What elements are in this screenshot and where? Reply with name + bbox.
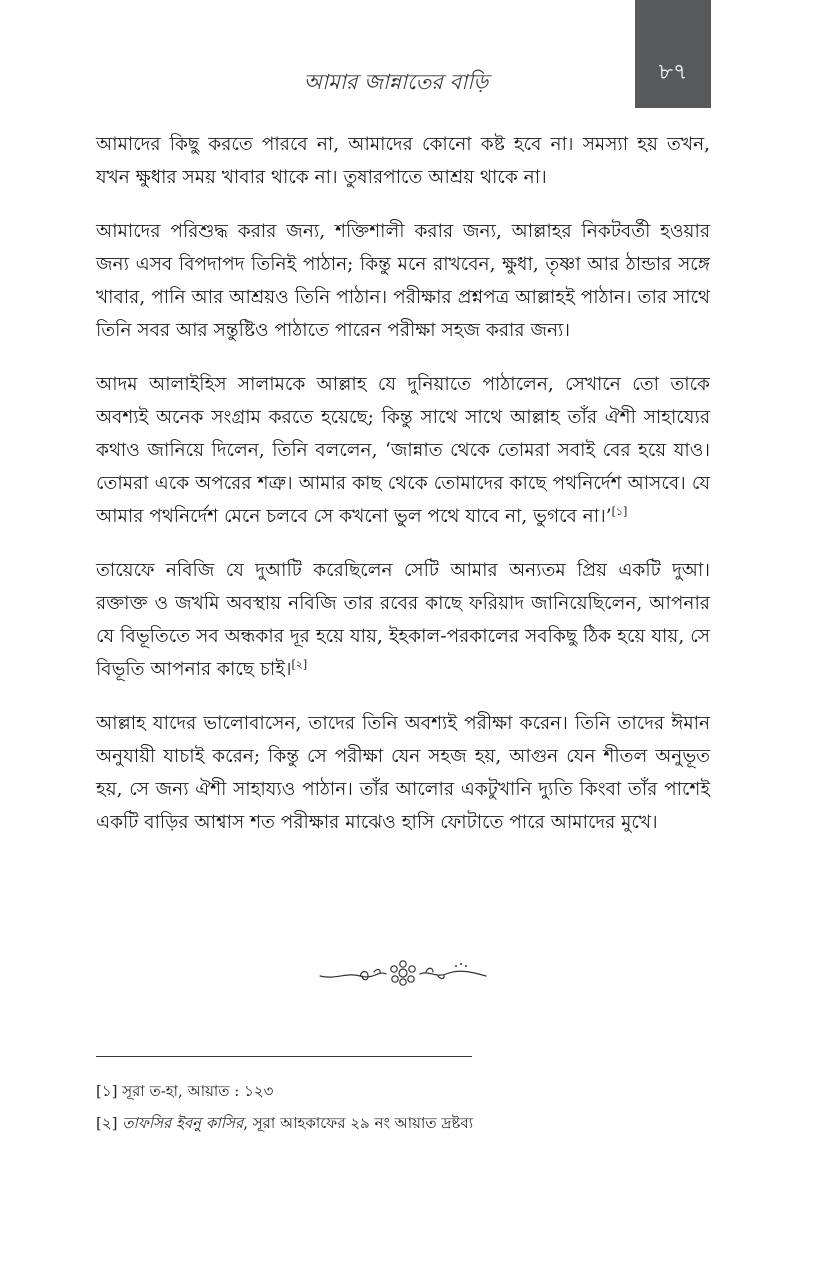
- footnote-italic: তাফসির ইবনু কাসির: [122, 1114, 244, 1132]
- footnote-marker: [১]: [96, 1082, 118, 1100]
- paragraph-text: আমাদের পরিশুদ্ধ করার জন্য, শক্তিশালী করার জন্য, আল্লাহর নিকটবর্তী হওয়ার জন্য এসব বিপদাপদ তিনিই পাঠান; কিন্তু মনে রাখবেন, ক্ষুধা, তৃষ্ণা আর ঠান্ডার সঙ্গে খাবার, পানি আর আশ্রয়ও তিনি পাঠান। পরীক্ষার প্রশ্নপত্র আল্লাহই পাঠান। তার সাথে তিনি সবর আর সন্তুষ্টিও পাঠাতে পারেন পরীক্ষা সহজ করার জন্য।: [96, 221, 710, 341]
- body-text: [96, 128, 710, 860]
- footnote-text: , সূরা আহকাফের ২৯ নং আয়াত দ্রষ্টব্য: [243, 1114, 474, 1132]
- footnote-divider: [96, 1056, 472, 1057]
- paragraph-text: তায়েফে নবিজি যে দুআটি করেছিলেন সেটি আমার অন্যতম প্রিয় একটি দুআ। রক্তাক্ত ও জখমি অবস্থায় নবিজি তার রবের কাছে ফরিয়াদ জানিয়েছিলেন, আপনার যে বিভূতিতে সব অন্ধকার দূর হয়ে যায়, ইহকাল-পরকালের সবকিছু ঠিক হয়ে যায়, সে বিভূতি আপনার কাছে চাই।: [96, 560, 710, 680]
- footnote-reference[interactable]: [১]: [611, 504, 628, 518]
- paragraph-1: [96, 128, 710, 194]
- footnote-2: [96, 1112, 710, 1134]
- footnote-marker: [২]: [96, 1114, 118, 1132]
- footnote-reference[interactable]: [২]: [291, 657, 308, 671]
- paragraph-text: আদম আলাইহিস সালামকে আল্লাহ যে দুনিয়াতে পাঠালেন, সেখানে তো তাকে অবশ্যই অনেক সংগ্রাম করতে হয়েছে; কিন্তু সাথে সাথে আল্লাহ তাঁর ঐশী সাহায্যের কথাও জানিয়ে দিলেন, তিনি বললেন, ‘জান্নাত থেকে তোমরা সবাই বের হয়ে যাও। তোমরা একে অপরের শত্রু। আমার কাছ থেকে তোমাদের কাছে পথনির্দেশ আসবে। যে আমার পথনির্দেশ মেনে চলবে সে কখনো ভুল পথে যাবে না, ভুগবে না।’: [96, 374, 710, 527]
- paragraph-4: [96, 554, 710, 686]
- paragraph-3: [96, 368, 710, 533]
- footnote-text: সূরা ত-হা, আয়াত : ১২৩: [117, 1082, 274, 1100]
- paragraph-5: [96, 707, 710, 839]
- flourish-ornament-icon: [316, 958, 490, 988]
- paragraph-text: আমাদের কিছু করতে পারবে না, আমাদের কোনো কষ্ট হবে না। সমস্যা হয় তখন, যখন ক্ষুধার সময় খাবার থাকে না। তুষারপাতে আশ্রয় থাকে না।: [96, 134, 710, 188]
- footnotes: [96, 1080, 710, 1144]
- paragraph-text: আল্লাহ যাদের ভালোবাসেন, তাদের তিনি অবশ্যই পরীক্ষা করেন। তিনি তাদের ঈমান অনুযায়ী যাচাই করেন; কিন্তু সে পরীক্ষা যেন সহজ হয়, আগুন যেন শীতল অনুভূত হয়, সে জন্য ঐশী সাহায্যও পাঠান। তাঁর আলোর একটুখানি দ্যুতি কিংবা তাঁর পাশেই একটি বাড়ির আশ্বাস শত পরীক্ষার মাঝেও হাসি ফোটাতে পারে আমাদের মুখে।: [96, 713, 710, 833]
- paragraph-2: [96, 215, 710, 347]
- footnote-1: [96, 1080, 710, 1102]
- running-head-title: আমার জান্নাতের বাড়ি: [303, 70, 489, 94]
- page-number: ৮৭: [658, 60, 688, 85]
